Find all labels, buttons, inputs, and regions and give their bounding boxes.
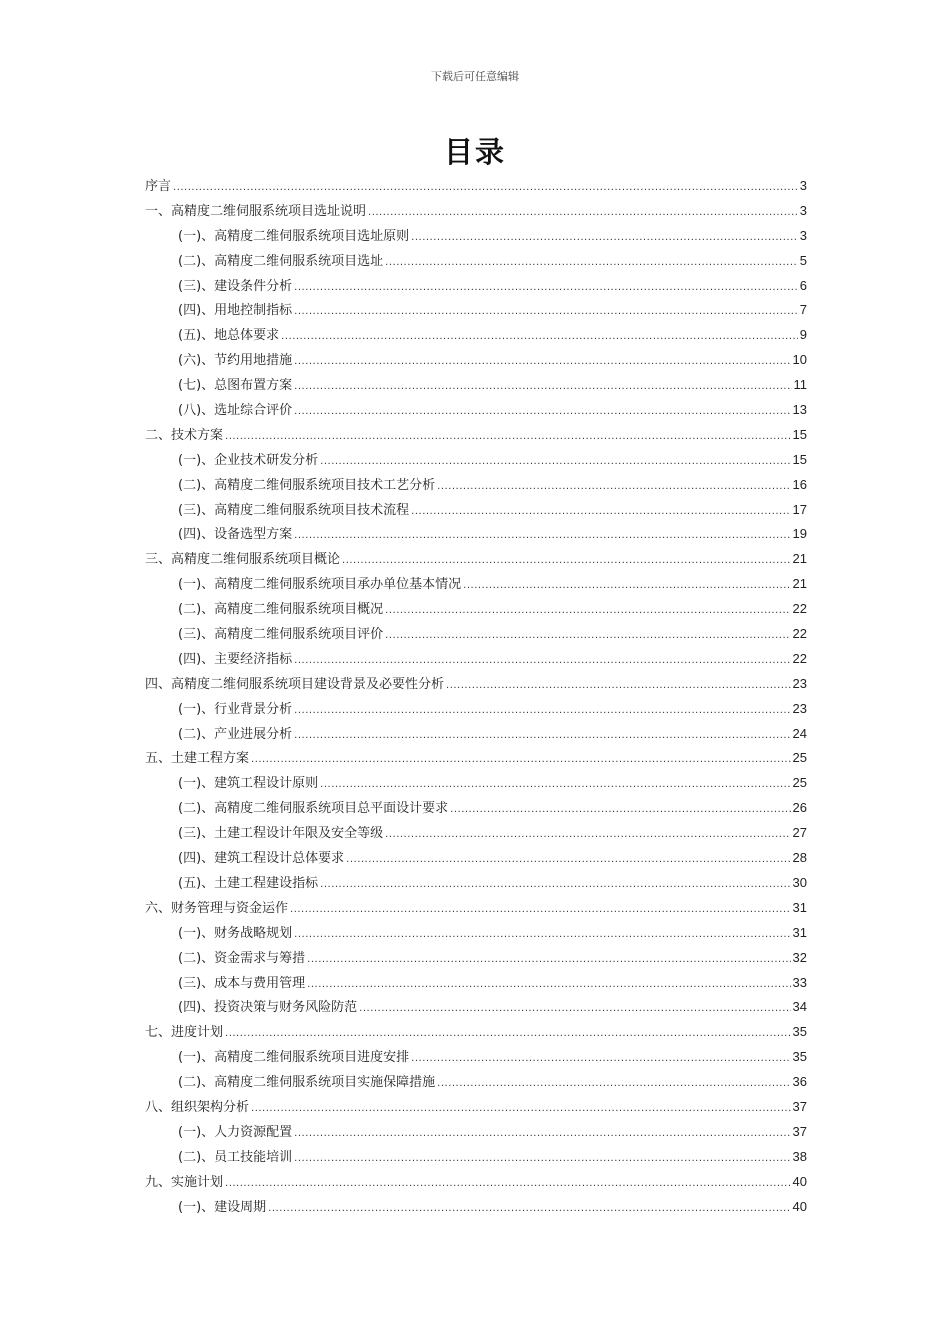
toc-subentry[interactable]: [145, 995, 807, 1020]
toc-dot-leader: [463, 574, 790, 599]
toc-dot-leader: [385, 599, 790, 624]
toc-page-number: 37: [792, 1098, 807, 1114]
toc-dot-leader: [281, 325, 798, 350]
toc-dot-leader: [385, 624, 790, 649]
toc-entry-label: (二)、高精度二维伺服系统项目技术工艺分析: [178, 477, 436, 493]
toc-dot-leader: [294, 350, 790, 375]
toc-dot-leader: [173, 176, 798, 201]
toc-dot-leader: [294, 699, 790, 724]
toc-subentry[interactable]: [145, 224, 807, 249]
toc-page-number: 10: [792, 352, 807, 368]
toc-dot-leader: [368, 201, 798, 226]
toc-page-number: 23: [792, 700, 807, 716]
toc-subentry[interactable]: [145, 298, 807, 323]
toc-subentry[interactable]: [145, 398, 807, 423]
toc-subentry[interactable]: [145, 722, 807, 747]
toc-dot-leader: [346, 848, 790, 873]
toc-entry-label: (一)、建筑工程设计原则: [178, 776, 319, 792]
toc-entry[interactable]: [145, 1020, 807, 1045]
toc-page-number: 11: [793, 377, 807, 393]
toc-dot-leader: [294, 923, 790, 948]
toc-page-number: 28: [792, 850, 807, 866]
toc-entry[interactable]: [145, 423, 807, 448]
toc-subentry[interactable]: [145, 1120, 807, 1145]
toc-page-number: 38: [792, 1148, 807, 1164]
toc-subentry[interactable]: [145, 622, 807, 647]
toc-subentry[interactable]: [145, 373, 807, 398]
toc-entry[interactable]: [145, 1095, 807, 1120]
toc-entry-label: (八)、选址综合评价: [178, 403, 293, 419]
toc-dot-leader: [294, 524, 790, 549]
toc-subentry[interactable]: [145, 971, 807, 996]
toc-entry-label: (二)、员工技能培训: [178, 1149, 293, 1165]
toc-entry[interactable]: [145, 896, 807, 921]
toc-dot-leader: [446, 674, 791, 699]
toc-entry[interactable]: [145, 1170, 807, 1195]
toc-entry-label: (四)、设备选型方案: [178, 527, 293, 543]
toc-page-number: 15: [792, 451, 807, 467]
toc-entry-label: (一)、建设周期: [178, 1199, 267, 1215]
toc-page-number: 22: [792, 601, 807, 617]
toc-page-number: 3: [799, 202, 807, 218]
toc-dot-leader: [294, 375, 791, 400]
toc-dot-leader: [225, 1172, 791, 1197]
toc-dot-leader: [294, 649, 790, 674]
toc-entry-label: (三)、成本与费用管理: [178, 975, 306, 991]
toc-dot-leader: [450, 798, 790, 823]
toc-page-number: 24: [792, 725, 807, 741]
toc-entry[interactable]: [145, 174, 807, 199]
toc-page-number: 25: [792, 750, 807, 766]
toc-page-number: 30: [792, 874, 807, 890]
toc-entry-label: (二)、高精度二维伺服系统项目概况: [178, 602, 384, 618]
toc-dot-leader: [411, 500, 790, 525]
toc-page-number: 32: [792, 949, 807, 965]
toc-entry-label: 二、技术方案: [145, 427, 224, 443]
toc-entry-label: (一)、高精度二维伺服系统项目选址原则: [178, 228, 410, 244]
toc-entry-label: (二)、资金需求与筹措: [178, 950, 306, 966]
toc-entry[interactable]: [145, 746, 807, 771]
toc-entry-label: (四)、主要经济指标: [178, 651, 293, 667]
toc-entry-label: (六)、节约用地措施: [178, 353, 293, 369]
toc-subentry[interactable]: [145, 498, 807, 523]
toc-entry-label: (四)、建筑工程设计总体要求: [178, 851, 345, 867]
toc-subentry[interactable]: [145, 1070, 807, 1095]
toc-subentry[interactable]: [145, 597, 807, 622]
toc-entry-label: (二)、高精度二维伺服系统项目实施保障措施: [178, 1075, 436, 1091]
toc-subentry[interactable]: [145, 249, 807, 274]
toc-page-number: 36: [792, 1074, 807, 1090]
toc-entry-label: (四)、投资决策与财务风险防范: [178, 1000, 358, 1016]
toc-entry-label: (五)、地总体要求: [178, 328, 280, 344]
toc-page-number: 5: [799, 252, 807, 268]
toc-entry-label: 五、土建工程方案: [145, 751, 250, 767]
toc-subentry[interactable]: [145, 473, 807, 498]
toc-dot-leader: [320, 873, 790, 898]
toc-dot-leader: [411, 226, 798, 251]
toc-entry-label: 七、进度计划: [145, 1025, 224, 1041]
toc-subentry[interactable]: [145, 946, 807, 971]
toc-page-number: 3: [799, 227, 807, 243]
toc-dot-leader: [385, 823, 790, 848]
toc-dot-leader: [320, 773, 790, 798]
toc-dot-leader: [294, 1147, 790, 1172]
toc-entry-label: (三)、高精度二维伺服系统项目评价: [178, 627, 384, 643]
toc-page-number: 9: [799, 327, 807, 343]
toc-dot-leader: [251, 748, 791, 773]
toc-entry-label: (一)、行业背景分析: [178, 701, 293, 717]
toc-page-number: 13: [792, 402, 807, 418]
toc-entry[interactable]: [145, 672, 807, 697]
toc-page-number: 22: [792, 650, 807, 666]
toc-page-number: 40: [792, 1173, 807, 1189]
toc-dot-leader: [294, 1122, 790, 1147]
toc-entry-label: 九、实施计划: [145, 1174, 224, 1190]
toc-page-number: 33: [792, 974, 807, 990]
toc-entry[interactable]: [145, 199, 807, 224]
toc-page-number: 40: [792, 1198, 807, 1214]
toc-entry-label: (一)、高精度二维伺服系统项目承办单位基本情况: [178, 577, 462, 593]
toc-subentry[interactable]: [145, 846, 807, 871]
toc-entry-label: (三)、高精度二维伺服系统项目技术流程: [178, 502, 410, 518]
toc-entry-label: (五)、土建工程建设指标: [178, 875, 319, 891]
toc-dot-leader: [251, 1097, 791, 1122]
toc-page-number: 23: [792, 675, 807, 691]
toc-dot-leader: [385, 251, 798, 276]
toc-dot-leader: [359, 997, 790, 1022]
toc-page-number: 34: [792, 999, 807, 1015]
toc-page-number: 26: [792, 800, 807, 816]
toc-entry-label: (四)、用地控制指标: [178, 303, 293, 319]
toc-dot-leader: [307, 948, 790, 973]
toc-dot-leader: [307, 973, 790, 998]
toc-entry-label: 一、高精度二维伺服系统项目选址说明: [145, 203, 367, 219]
toc-entry-label: (三)、土建工程设计年限及安全等级: [178, 826, 384, 842]
toc-page-number: 37: [792, 1123, 807, 1139]
toc-dot-leader: [294, 724, 790, 749]
toc-entry-label: 序言: [145, 179, 172, 194]
toc-entry-label: 六、财务管理与资金运作: [145, 900, 289, 916]
toc-subentry[interactable]: [145, 572, 807, 597]
toc-page-number: 7: [799, 302, 807, 318]
toc-page-number: 15: [792, 426, 807, 442]
toc-subentry[interactable]: [145, 1195, 807, 1220]
header-note: 下载后可任意编辑: [431, 70, 519, 83]
toc-dot-leader: [437, 475, 790, 500]
toc-subentry[interactable]: [145, 274, 807, 299]
toc-dot-leader: [294, 300, 798, 325]
toc-entry-label: (二)、高精度二维伺服系统项目总平面设计要求: [178, 801, 449, 817]
toc-subentry[interactable]: [145, 871, 807, 896]
toc-dot-leader: [411, 1047, 790, 1072]
toc-entry-label: (七)、总图布置方案: [178, 378, 293, 394]
toc-entry-label: 八、组织架构分析: [145, 1099, 250, 1115]
toc-page-number: 31: [792, 924, 807, 940]
toc-subentry[interactable]: [145, 647, 807, 672]
toc-page-number: 35: [792, 1049, 807, 1065]
toc-page-number: 25: [792, 775, 807, 791]
toc-page-number: 21: [792, 551, 807, 567]
toc-page-number: 16: [792, 476, 807, 492]
toc-dot-leader: [437, 1072, 790, 1097]
toc-entry[interactable]: [145, 547, 807, 572]
toc-page-number: 22: [792, 626, 807, 642]
toc-subentry[interactable]: [145, 323, 807, 348]
toc-dot-leader: [268, 1197, 790, 1222]
toc-dot-leader: [294, 400, 790, 425]
toc-entry-label: (三)、建设条件分析: [178, 278, 293, 294]
toc-entry-label: (一)、企业技术研发分析: [178, 452, 319, 468]
toc-entry-label: (一)、人力资源配置: [178, 1124, 293, 1140]
toc-page-number: 19: [792, 526, 807, 542]
toc-dot-leader: [225, 425, 791, 450]
toc-page-number: 17: [792, 501, 807, 517]
toc-entry-label: 三、高精度二维伺服系统项目概论: [145, 552, 341, 568]
toc-subentry[interactable]: [145, 1045, 807, 1070]
toc-subentry[interactable]: [145, 796, 807, 821]
toc-entry-label: (一)、财务战略规划: [178, 925, 293, 941]
toc-entry-label: 四、高精度二维伺服系统项目建设背景及必要性分析: [145, 676, 445, 692]
toc-subentry[interactable]: [145, 522, 807, 547]
toc-page-number: 31: [792, 899, 807, 915]
toc-subentry[interactable]: [145, 348, 807, 373]
toc-page-number: 6: [799, 277, 807, 293]
toc-dot-leader: [290, 898, 791, 923]
toc-list: [145, 174, 807, 1219]
toc-subentry[interactable]: [145, 921, 807, 946]
toc-subentry[interactable]: [145, 821, 807, 846]
toc-dot-leader: [342, 549, 791, 574]
toc-entry-label: (一)、高精度二维伺服系统项目进度安排: [178, 1050, 410, 1066]
toc-subentry[interactable]: [145, 697, 807, 722]
toc-subentry[interactable]: [145, 771, 807, 796]
toc-page-number: 35: [792, 1024, 807, 1040]
toc-subentry[interactable]: [145, 1145, 807, 1170]
toc-dot-leader: [294, 276, 798, 301]
toc-entry-label: (二)、高精度二维伺服系统项目选址: [178, 253, 384, 269]
toc-page-number: 27: [792, 825, 807, 841]
toc-dot-leader: [320, 450, 790, 475]
toc-entry-label: (二)、产业进展分析: [178, 726, 293, 742]
toc-dot-leader: [225, 1022, 791, 1047]
toc-page-number: 21: [792, 576, 807, 592]
toc-subentry[interactable]: [145, 448, 807, 473]
page-title: 目录: [443, 135, 506, 169]
toc-page-number: 3: [799, 178, 807, 193]
